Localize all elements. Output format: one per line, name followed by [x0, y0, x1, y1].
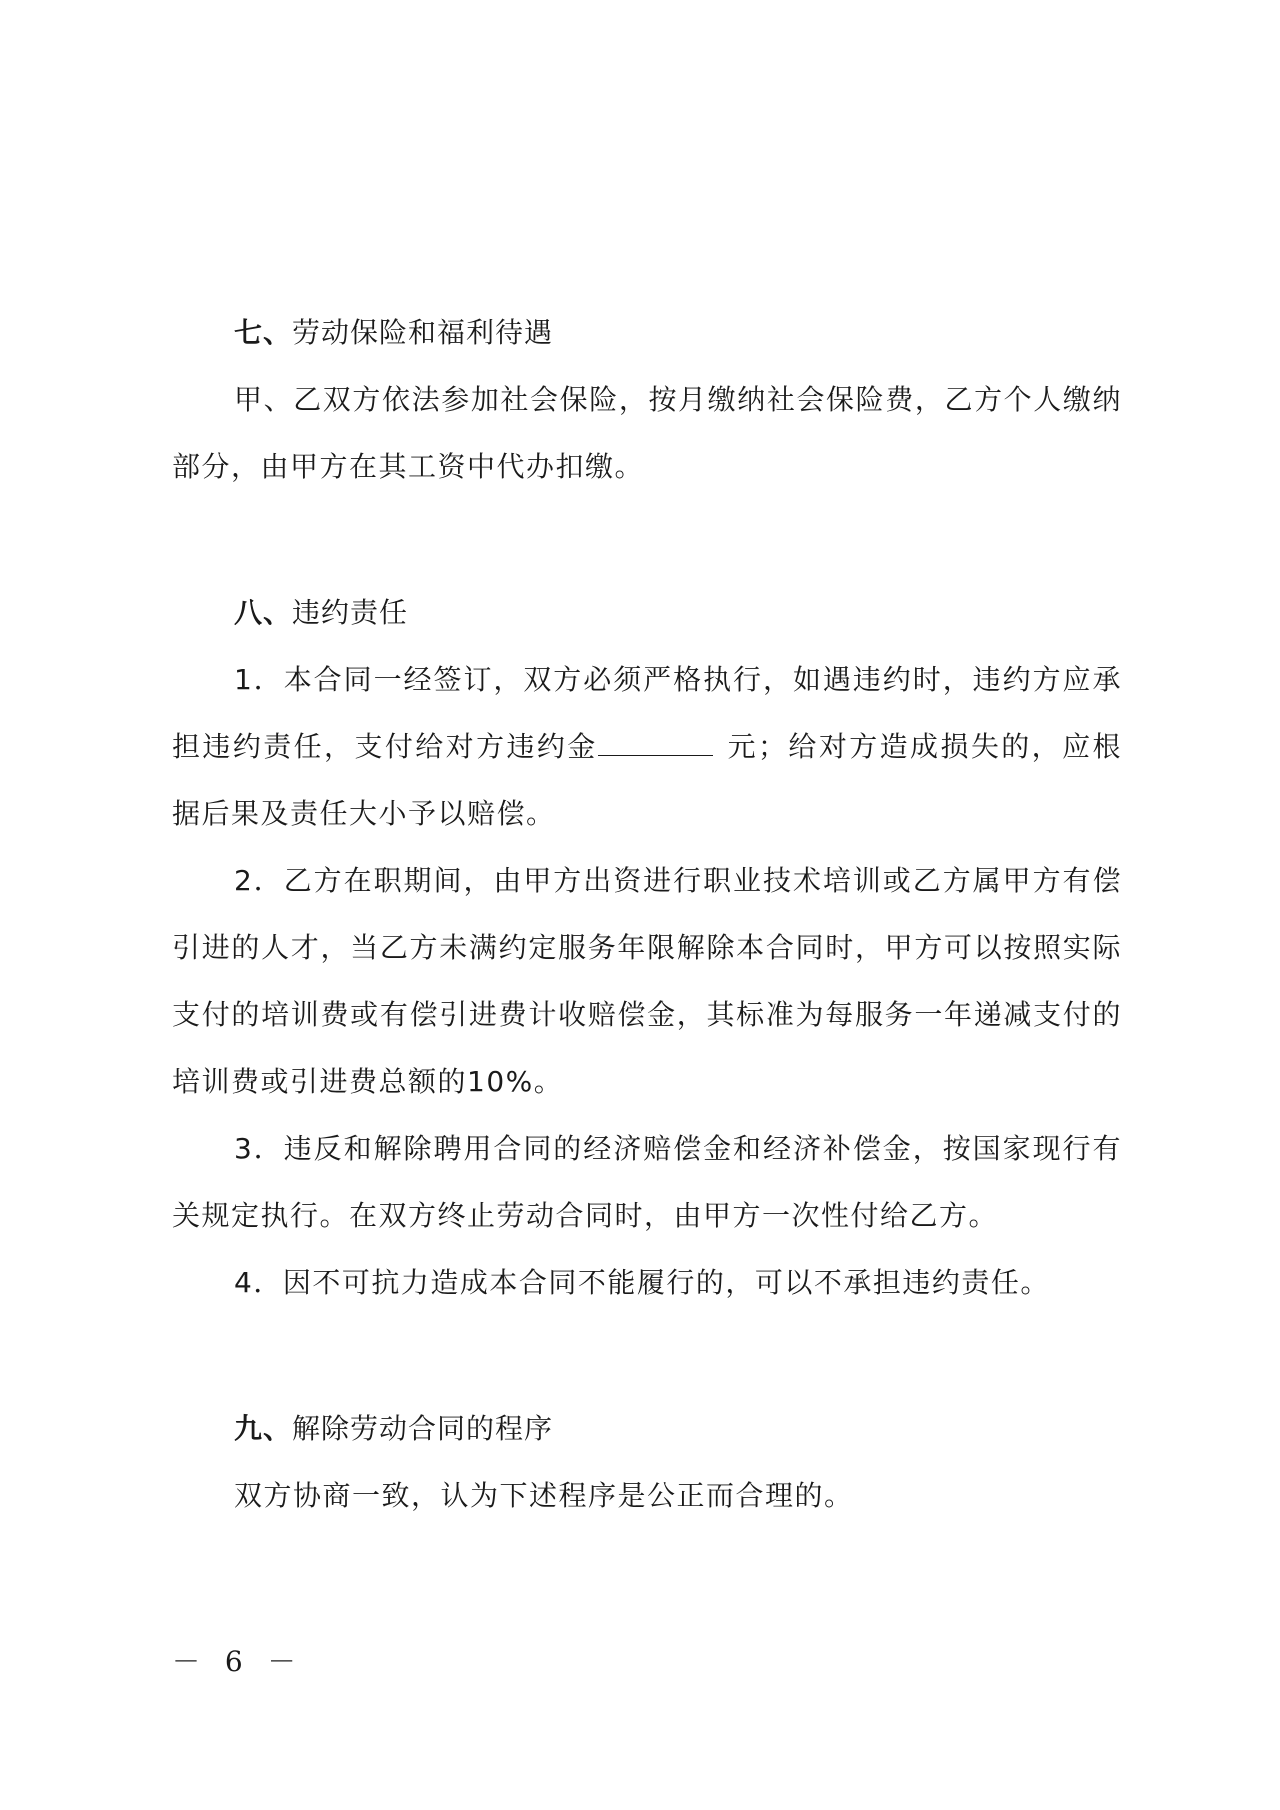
- section-7: [172, 300, 1122, 500]
- paragraph: 4．因不可抗力造成本合同不能履行的，可以不承担违约责任。: [234, 1266, 1050, 1299]
- section-number: 八、: [234, 596, 293, 629]
- paragraph-text-before-blank: 1．本合同一经签订，双方必须严格执行，如遇违约时，违约方应承担违约责任，支付给对方违约金: [172, 663, 1122, 763]
- paragraph: 甲、乙双方依法参加社会保险，按月缴纳社会保险费，乙方个人缴纳部分，由甲方在其工资中代办扣缴。: [172, 383, 1122, 483]
- section-heading: [172, 1396, 1122, 1462]
- section-title: 解除劳动合同的程序: [292, 1412, 554, 1445]
- section-number: 九、: [234, 1412, 293, 1445]
- paragraph-text-after-blank: 元；给对方造成损失的，应根据后果及责任大小予以赔偿。: [172, 730, 1122, 830]
- section-title: 违约责任: [292, 596, 409, 629]
- section-title: 劳动保险和福利待遇: [292, 316, 554, 349]
- section-number: 七、: [234, 316, 293, 349]
- section-8: [172, 580, 1122, 1316]
- section-9: [172, 1396, 1122, 1529]
- section-heading: [172, 580, 1122, 646]
- paragraph: [172, 646, 1122, 847]
- paragraph: 3．违反和解除聘用合同的经济赔偿金和经济补偿金，按国家现行有关规定执行。在双方终止劳动合同时，由甲方一次性付给乙方。: [172, 1132, 1122, 1232]
- paragraph: 2．乙方在职期间，由甲方出资进行职业技术培训或乙方属甲方有偿引进的人才，当乙方未满约定服务年限解除本合同时，甲方可以按照实际支付的培训费或有偿引进费计收赔偿金，其标准为每服务一年递减支付的培训费或引进费总额的10%。: [172, 864, 1122, 1098]
- page-number: － 6 －: [172, 1645, 304, 1678]
- document-page: [172, 300, 1122, 1609]
- section-heading: [172, 300, 1122, 366]
- penalty-amount-blank: [598, 733, 713, 756]
- paragraph: 双方协商一致，认为下述程序是公正而合理的。: [234, 1479, 854, 1512]
